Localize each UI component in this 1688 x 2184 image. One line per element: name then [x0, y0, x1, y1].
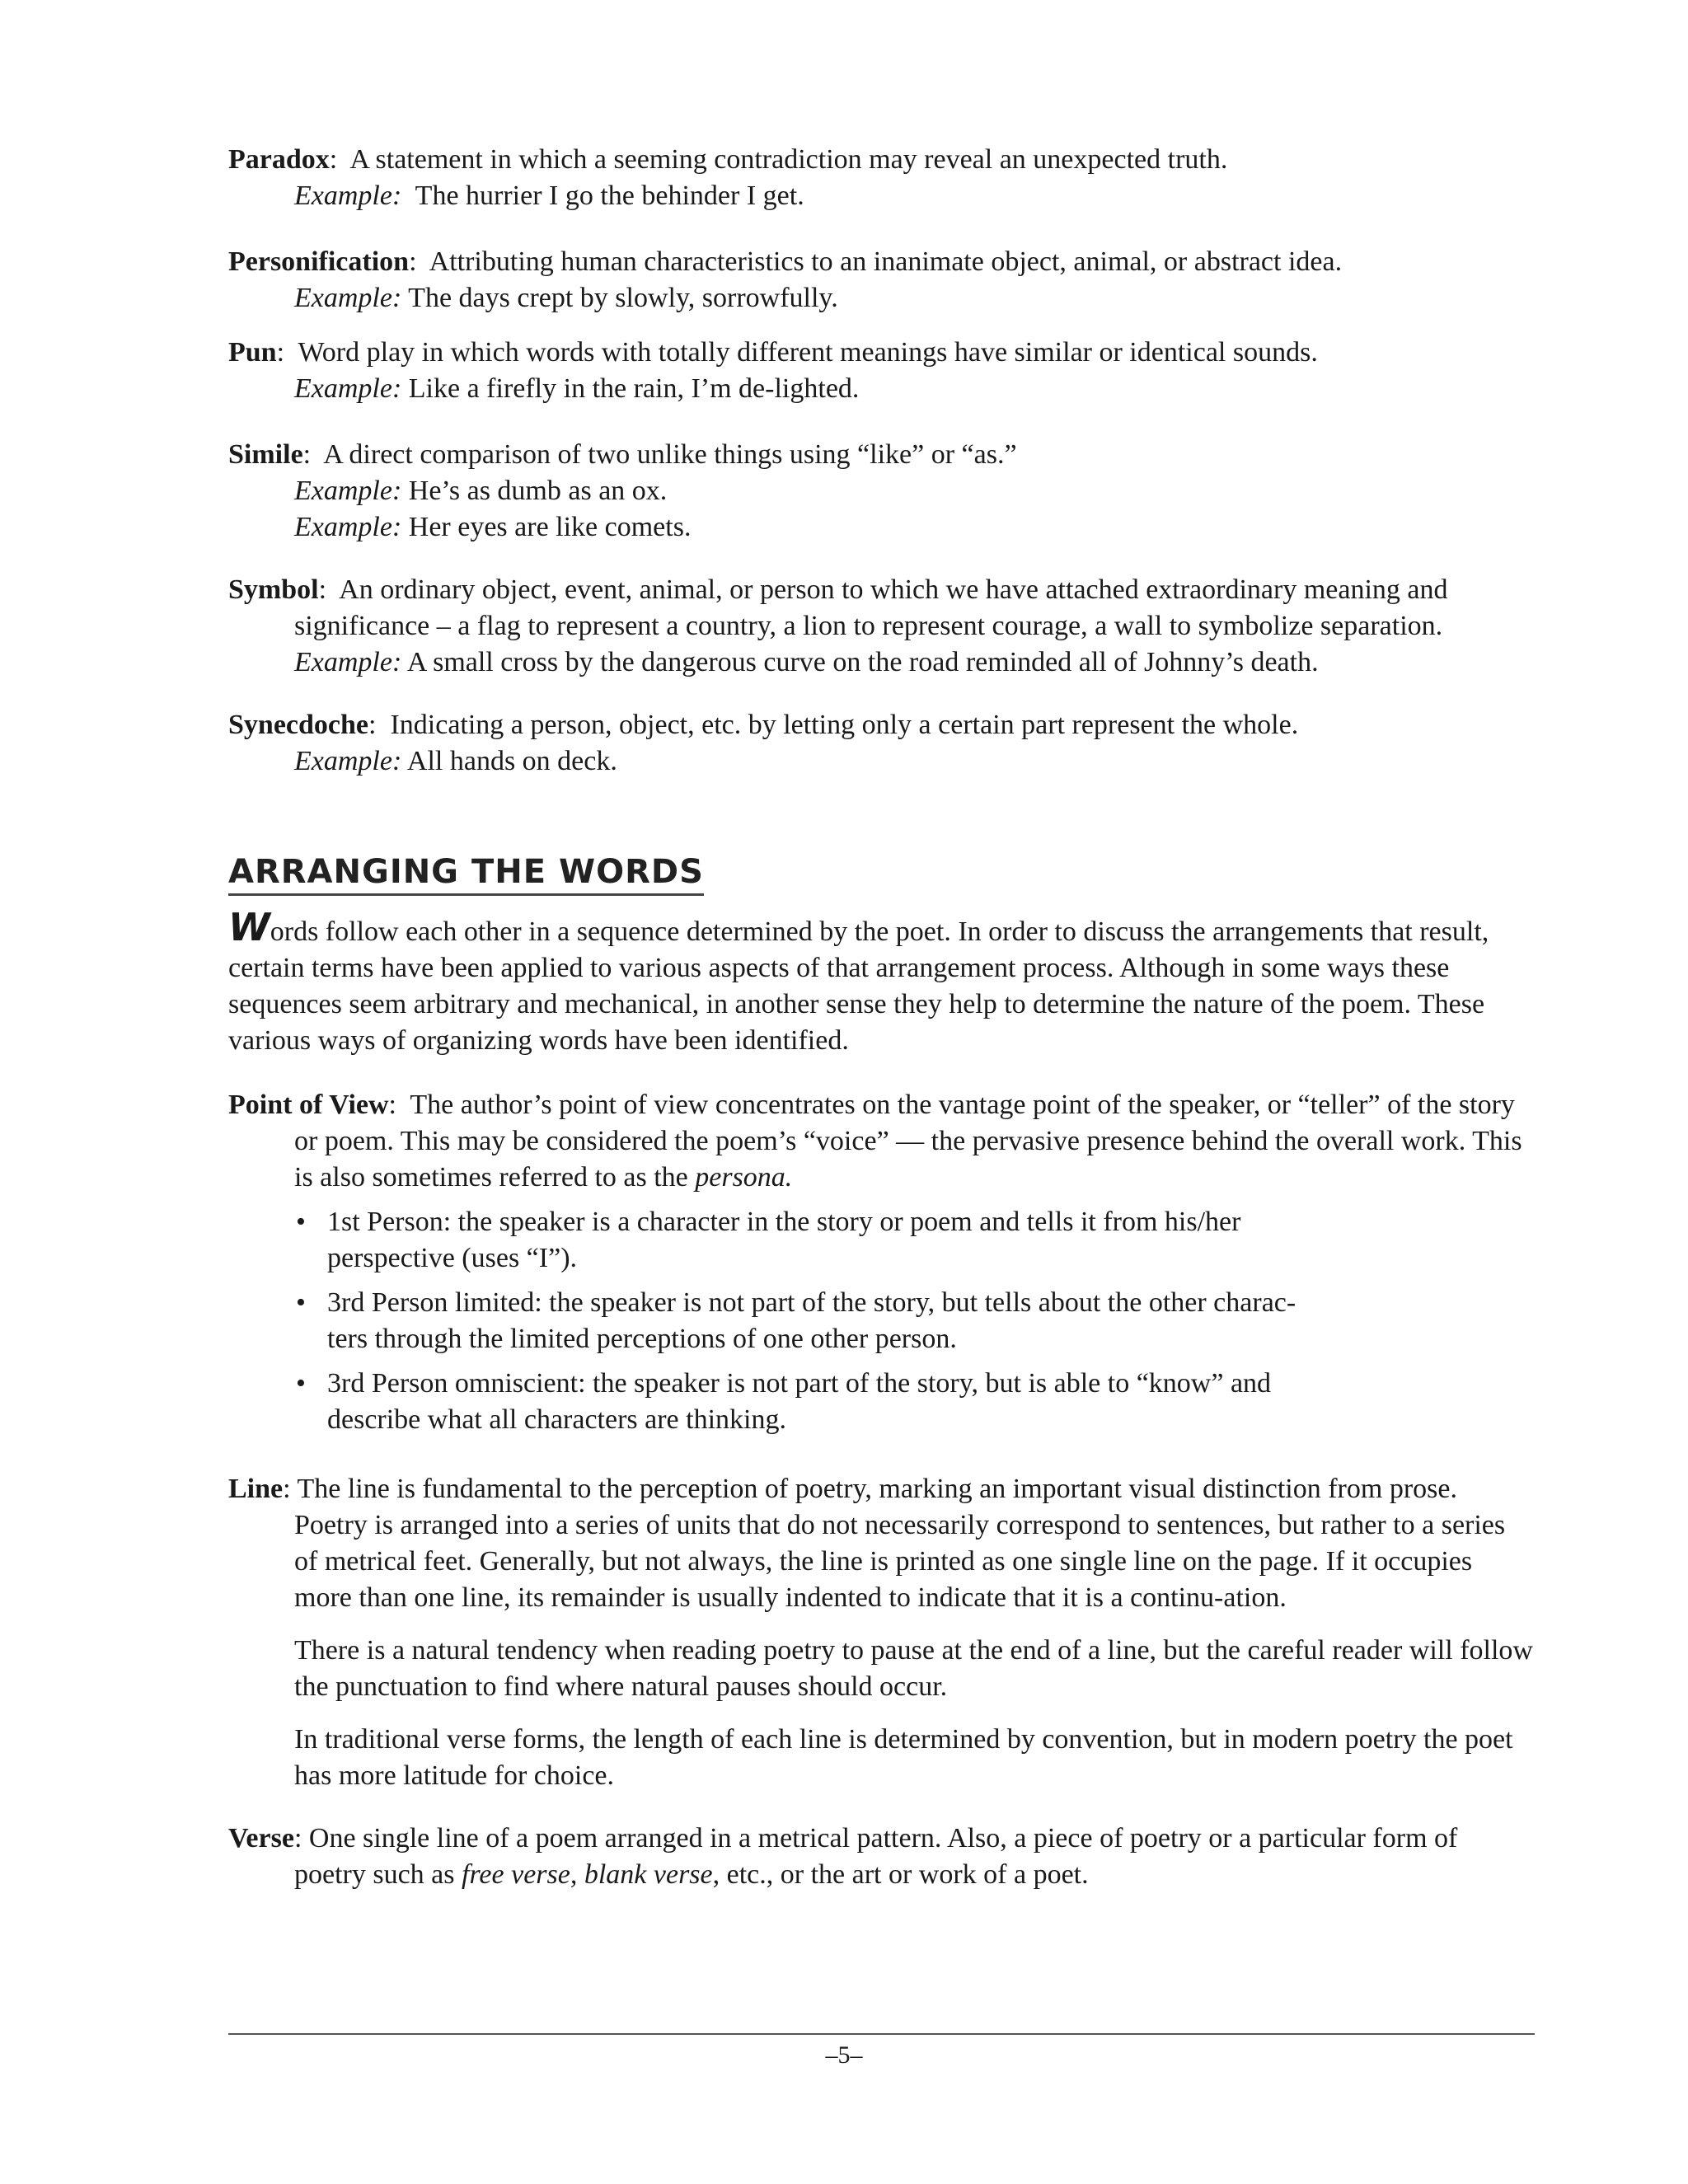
- definition: Attributing human characteristics to an inanimate object, animal, or abstract idea.: [429, 246, 1343, 277]
- entry-simile: Simile: A direct comparison of two unlike things using “like” or “as.” Example: He’s as dumb as an ox. Example: Her eyes are like comets.: [228, 439, 1017, 542]
- example-label: Example:: [294, 476, 402, 506]
- section-intro: [228, 905, 1535, 1059]
- entry-pun: Pun: Word play in which words with totally different meanings have similar or identical sounds. Example: Like a firefly in the rain, I’m de-lighted.: [228, 337, 1318, 404]
- entry-symbol: Symbol: An ordinary object, event, animal, or person to which we have attached extraordinary meaning and significance – a flag to represent a country, a lion to represent courage, a wall to symbolize separation. Example: A small cross by the dangerous curve on the road reminded all of Johnny’s death.: [228, 572, 1535, 681]
- definition: The author’s point of view concentrates on the vantage point of the speaker, or “teller” of the story or poem. This may be considered the poem’s “voice” — the pervasive presence behind the overall work. This is also sometimes referred to as the: [294, 1090, 1522, 1193]
- term: Synecdoche: [228, 710, 368, 740]
- example-label: Example:: [294, 283, 402, 313]
- example-text: The hurrier I go the behinder I get.: [415, 180, 804, 211]
- example-label: Example:: [294, 512, 402, 542]
- example-text: He’s as dumb as an ox.: [408, 476, 668, 506]
- example-text: Her eyes are like comets.: [408, 512, 692, 542]
- list-item: • 3rd Person omniscient: the speaker is not part of the story, but is able to “know” and describe what all characters are thinking.: [294, 1366, 1325, 1438]
- term: Line: [228, 1474, 284, 1504]
- definition: Indicating a person, object, etc. by letting only a certain part represent the whole.: [390, 710, 1299, 740]
- persona-term: persona.: [695, 1162, 793, 1193]
- document-page: [228, 142, 1535, 1893]
- section-heading: ARRANGING THE WORDS: [228, 852, 704, 896]
- entry-point-of-view: Point of View: The author’s point of view concentrates on the vantage point of the speaker, or “teller” of the story or poem. This may be considered the poem’s “voice” — the pervasive presence behind the overall work. This is also sometimes referred to as the persona. • 1st Person: the speaker is a character in the story or poem and tells it from his/her perspective (uses “I”). • 3rd Person limited: the speaker is not part of the story, but tells about the other charac-ters through the limited perceptions of one other person. • 3rd Person omniscient: the speaker is not part of the story, but is able to “know” and describe what all characters are thinking.: [228, 1087, 1535, 1438]
- definition-end: , etc., or the art or work of a poet.: [712, 1859, 1089, 1890]
- list-item: • 3rd Person limited: the speaker is not part of the story, but tells about the other charac-ters through the limited perceptions of one other person.: [294, 1285, 1325, 1357]
- definition: A statement in which a seeming contradiction may reveal an unexpected truth.: [349, 144, 1228, 175]
- page-number: –5–: [825, 2041, 863, 2069]
- term: Paradox: [228, 144, 330, 175]
- entry-synecdoche: Synecdoche: Indicating a person, object, etc. by letting only a certain part represent the whole. Example: All hands on deck.: [228, 710, 1299, 776]
- definition: Word play in which words with totally different meanings have similar or identical sounds.: [298, 337, 1318, 368]
- example-text: The days crept by slowly, sorrowfully.: [408, 283, 838, 313]
- term: Pun: [228, 337, 277, 368]
- line-paragraph-3: In traditional verse forms, the length of each line is determined by convention, but in modern poetry the poet has more latitude for choice.: [294, 1724, 1513, 1791]
- point-of-view-list: [228, 1204, 1535, 1438]
- example-text: Like a firefly in the rain, I’m de-lighted.: [408, 373, 860, 404]
- example-text: A small cross by the dangerous curve on the road reminded all of Johnny’s death.: [406, 647, 1319, 677]
- example-label: Example:: [294, 180, 402, 211]
- example-text: All hands on deck.: [406, 746, 617, 776]
- term: Point of View: [228, 1090, 389, 1120]
- term: Verse: [228, 1823, 294, 1854]
- term: Simile: [228, 439, 303, 470]
- list-item: • 1st Person: the speaker is a character in the story or poem and tells it from his/her perspective (uses “I”).: [294, 1204, 1325, 1277]
- definition-line-1: An ordinary object, event, animal, or person to which we have attached extraordinary meaning and: [339, 574, 1448, 605]
- term: Symbol: [228, 574, 319, 605]
- term: Personification: [228, 246, 410, 277]
- example-label: Example:: [294, 746, 402, 776]
- drop-cap: W: [228, 905, 270, 949]
- entry-verse: Verse: One single line of a poem arranged in a metrical pattern. Also, a piece of poetry or a particular form of poetry such as free verse, blank verse, etc., or the art or work of a poet.: [228, 1823, 1458, 1890]
- line-paragraph-2: There is a natural tendency when reading poetry to pause at the end of a line, but the careful reader will follow the punctuation to find where natural pauses should occur.: [294, 1635, 1533, 1702]
- definition-italic: free verse, blank verse: [462, 1859, 713, 1890]
- example-label: Example:: [294, 373, 402, 404]
- entry-line: Line: The line is fundamental to the perception of poetry, marking an important visual distinction from prose. Poetry is arranged into a series of units that do not necessarily correspond to sentences, but rather to a series of metrical feet. Generally, but not always, the line is printed as one single line on the page. If it occupies more than one line, its remainder is usually indented to indicate that it is a continu-ation. There is a natural tendency when reading poetry to pause at the end of a line, but the careful reader will follow the punctuation to find where natural pauses should occur. In traditional verse forms, the length of each line is determined by convention, but in modern poetry the poet has more latitude for choice.: [228, 1471, 1535, 1794]
- intro-text: ords follow each other in a sequence determined by the poet. In order to discuss the arrangements that result, certain terms have been applied to various aspects of that arrangement process. Although in some ways these sequences seem arbitrary and mechanical, in another sense they help to determine the nature of the poem. These various ways of organizing words have been identified.: [228, 916, 1489, 1056]
- definition: One single line of a poem arranged in a metrical pattern. Also, a piece of poetry or a particular form of poetry such as: [294, 1823, 1458, 1890]
- footer-rule: [228, 2033, 1535, 2035]
- entry-personification: Personification: Attributing human characteristics to an inanimate object, animal, or abstract idea. Example: The days crept by slowly, sorrowfully.: [228, 246, 1343, 313]
- entry-paradox: Paradox: A statement in which a seeming contradiction may reveal an unexpected truth. Example: The hurrier I go the behinder I get.: [228, 144, 1228, 211]
- example-label: Example:: [294, 647, 402, 677]
- definition: A direct comparison of two unlike things using “like” or “as.”: [323, 439, 1017, 470]
- definition-line-2: significance – a flag to represent a country, a lion to represent courage, a wall to symbolize separation.: [294, 611, 1443, 641]
- definition: The line is fundamental to the perception of poetry, marking an important visual distinction from prose. Poetry is arranged into a series of units that do not necessarily correspond to sentences, but rather to a series of metrical feet. Generally, but not always, the line is printed as one single line on the page. If it occupies more than one line, its remainder is usually indented to indicate that it is a continu-ation.: [294, 1474, 1506, 1613]
